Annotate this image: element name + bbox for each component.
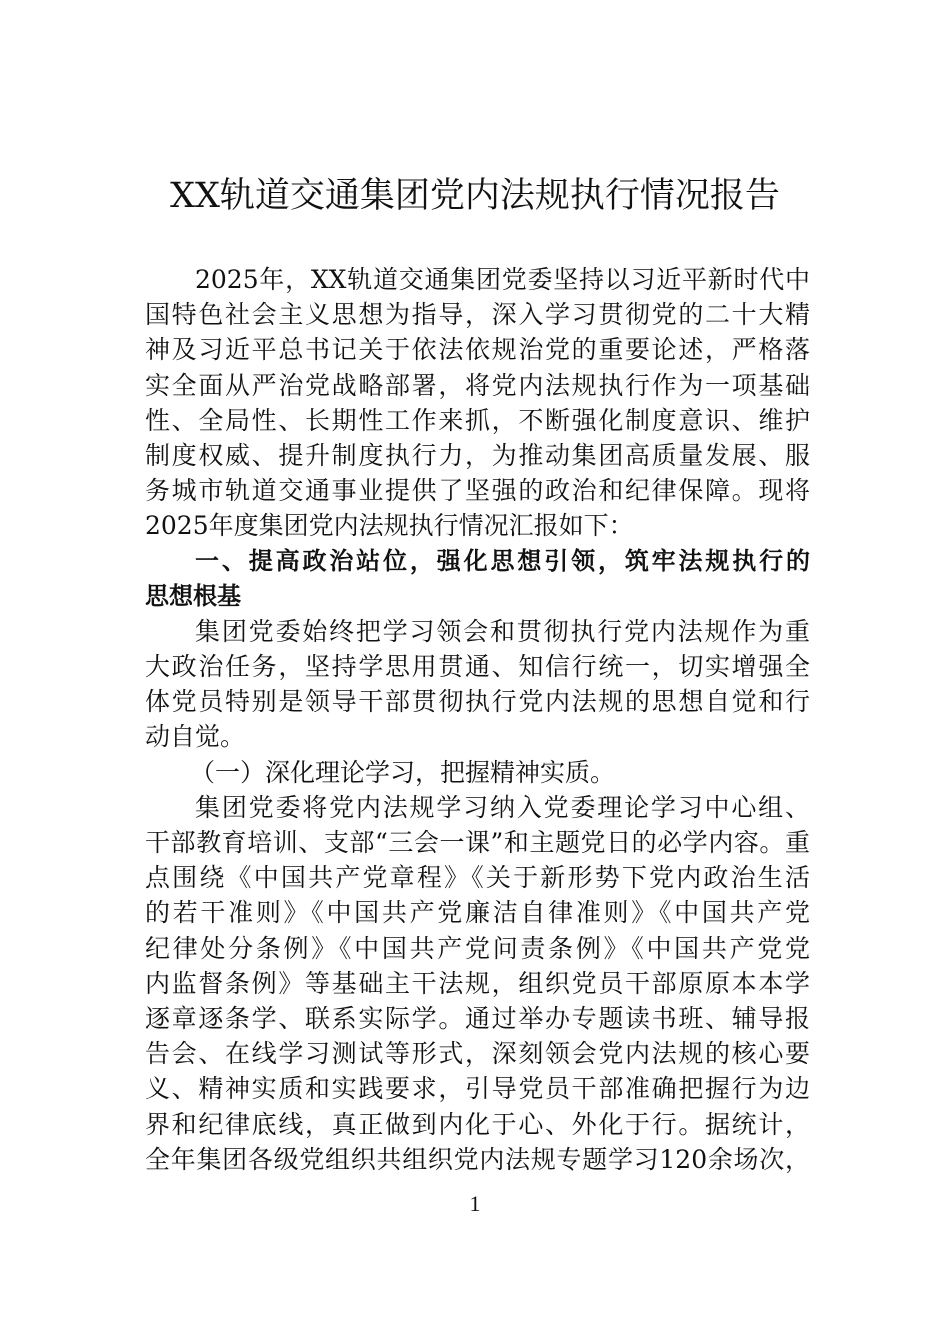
text-line: 一、提高政治站位，强化思想引领，筑牢法规执行的 [195,546,810,575]
text-line: 务城市轨道交通事业提供了坚强的政治和纪律保障。现将 [145,476,810,506]
subsection-paragraph [145,790,810,1177]
section-paragraph [145,614,810,755]
text-line: 制度权威、提升制度执行力，为推动集团高质量发展、服 [145,440,810,470]
text-line: 神及习近平总书记关于依法依规治党的重要论述，严格落 [145,335,810,365]
text-line: 2025年度集团党内法规执行情况汇报如下： [145,511,634,541]
text-line: 告会、在线学习测试等形式，深刻领会党内法规的核心要 [145,1039,810,1069]
text-line: 全年集团各级党组织共组织党内法规专题学习120余场次， [145,1144,810,1174]
text-line: 干部教育培训、支部“三会一课”和主题党日的必学内容。重 [145,828,810,857]
text-line: 的若干准则》《中国共产党廉洁自律准则》《中国共产党 [145,898,810,928]
text-line: 界和纪律底线，真正做到内化于心、外化于行。据统计， [145,1109,810,1139]
document-body [145,262,810,1177]
text-line: 点围绕《中国共产党章程》《关于新形势下党内政治生活 [145,863,810,893]
text-line: 义、精神实质和实践要求，引导党员干部准确把握行为边 [145,1074,810,1104]
text-line: 2025年，XX轨道交通集团党委坚持以习近平新时代中 [195,265,810,294]
text-line: 内监督条例》等基础主干法规，组织党员干部原原本本学 [145,968,810,998]
subsection-heading: （一）深化理论学习，把握精神实质。 [190,757,616,787]
text-line: 大政治任务，坚持学思用贯通、知信行统一，切实增强全 [145,652,810,682]
text-line: 思想根基 [145,581,241,610]
text-line: 实全面从严治党战略部署，将党内法规执行作为一项基础 [145,370,810,400]
text-line: 纪律处分条例》《中国共产党问责条例》《中国共产党党 [145,933,810,963]
text-line: 性、全局性、长期性工作来抓，不断强化制度意识、维护 [145,405,810,435]
intro-paragraph [145,262,810,544]
text-line: 动自觉。 [145,722,246,752]
text-line: 逐章逐条学、联系实际学。通过举办专题读书班、辅导报 [145,1003,810,1033]
page-number: 1 [469,1191,481,1216]
text-line: 体党员特别是领导干部贯彻执行党内法规的思想自觉和行 [145,687,810,717]
text-line: 国特色社会主义思想为指导，深入学习贯彻党的二十大精 [145,300,810,330]
text-line: 集团党委始终把学习领会和贯彻执行党内法规作为重 [195,616,810,646]
text-line: 集团党委将党内法规学习纳入党委理论学习中心组、 [195,792,810,822]
document-title: XX轨道交通集团党内法规执行情况报告 [170,176,780,216]
section-heading [145,544,810,614]
